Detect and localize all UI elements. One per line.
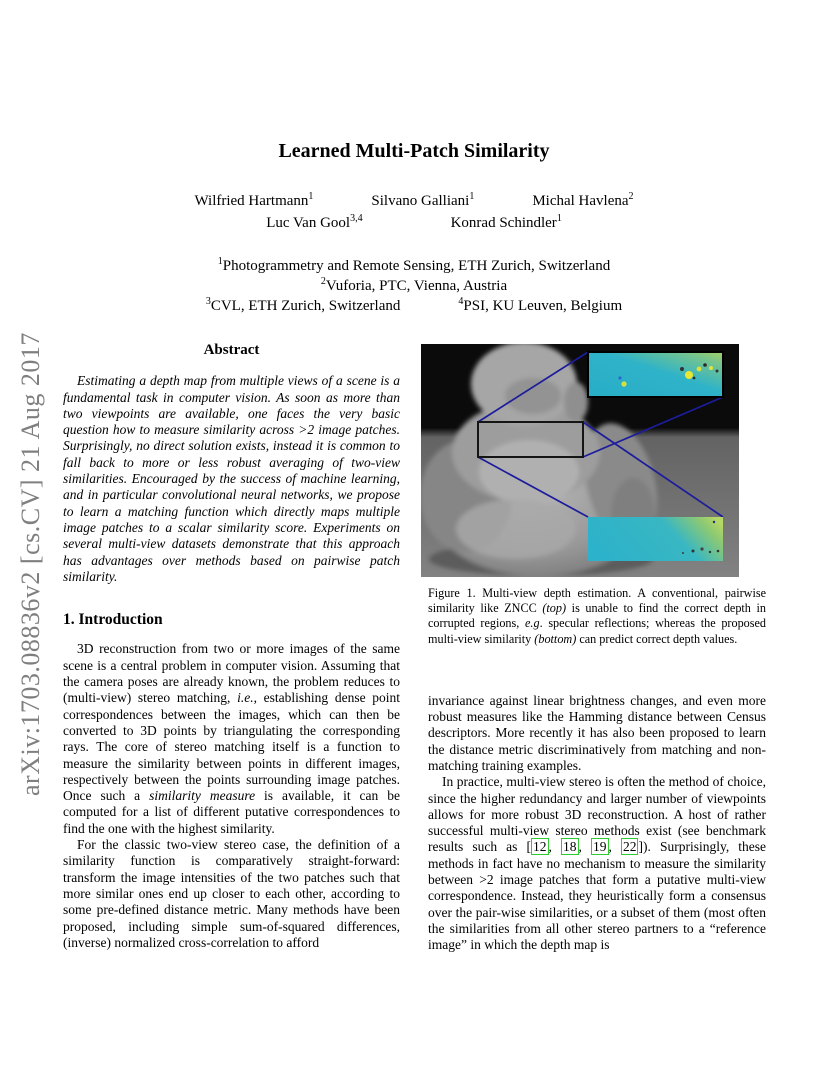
author-row-2 xyxy=(0,215,828,232)
left-column xyxy=(63,342,400,951)
intro-paragraph-1: 3D reconstruction from two or more images of the same scene is a central problem in computer vision. Assuming that the camera poses are already known, the problem reduces to (multi-view) stereo matching, i.e., establishing dense point correspondences between the images, which can then be converted to 3D points by triangulating the corresponding rays. The core of stereo matching itself is a function to measure the similarity between points in different images, respectively between the points surrounding image patches. Once such a similarity measure is available, it can be computed for a list of different putative correspondences to find the one with the highest similarity. xyxy=(63,641,400,836)
abstract-heading: Abstract xyxy=(203,342,260,358)
abstract-text: Estimating a depth map from multiple views of a scene is a fundamental task in computer vision. As soon as more than two viewpoints are available, one faces the very basic question how to measure similarity across >2 image patches. Surprisingly, no direct solution exists, instead it is common to fall back to more or less robust averaging of two-view similarities. Encouraged by the success of machine learning, and in particular convolutional neural networks, we propose to learn a matching function which directly maps multiple image patches to a scalar similarity score. Experiments on several multi-view datasets demonstrate that this approach has advantages over methods based on pairwise patch similarity. xyxy=(63,373,400,584)
citation-link-18[interactable]: 18 xyxy=(563,839,577,855)
author-affil-sup: 2 xyxy=(628,191,634,202)
citation-link-12[interactable]: 12 xyxy=(533,839,547,855)
depthmap-inset-top xyxy=(588,352,723,397)
right-paragraph-2: In practice, multi-view stereo is often the method of choice, since the higher redundancy and larger number of viewpoints allows for more robust 3D reconstruction. A host of rather successful multi-view stereo methods exist (see benchmark results such as [ 12 , 18 , 19 , 22 ]). Surprisingly, these methods in fact have no mechanism to measure the similarity between >2 image patches that form a putative multi-view correspondence. Instead, they heuristically form a consensus over the pair-wise similarities, or a subset of them (most often the similarities from all other stereo partners to a “reference image” in which the depth map is xyxy=(428,774,767,953)
paper-header xyxy=(0,140,828,316)
affiliation-line: $^2$Vuforia, PTC, Vienna, Austria xyxy=(320,276,508,294)
author-name: Wilfried Hartmann$^1$ xyxy=(194,191,314,209)
affiliation-part: $^4$PSI, KU Leuven, Belgium xyxy=(458,296,623,314)
right-paragraph-1: invariance against linear brightness changes, and even more robust measures like the Hamming distance between Census descriptors. More recently it has also been proposed to learn the distance metric discriminatively from matching and non-matching training examples. xyxy=(428,692,766,773)
depthmap-inset-bottom xyxy=(588,517,723,561)
affiliation-line: $^1$Photogrammetry and Remote Sensing, ETH Zurich, Switzerland xyxy=(217,256,611,274)
author-name: Konrad Schindler$^1$ xyxy=(450,213,562,231)
figure-1-caption: Figure 1. Multi-view depth estimation. A conventional, pairwise similarity like ZNCC (top) is unable to find the correct depth in corrupted regions, e.g. specular reflections; whereas the proposed multi-view similarity (bottom) can predict correct depth values. xyxy=(428,586,767,646)
citation-link-22[interactable]: 22 xyxy=(622,839,637,855)
author-name: Michal Havlena$^2$ xyxy=(532,191,634,209)
citation-link-19[interactable]: 19 xyxy=(593,839,607,855)
affiliations xyxy=(0,256,828,316)
author-name: Luc Van Gool$^{3,4}$ xyxy=(266,213,363,231)
author-affil-sup: 1 xyxy=(308,191,314,202)
affiliation-part: $^3$CVL, ETH Zurich, Switzerland xyxy=(205,296,401,314)
right-column xyxy=(428,344,766,954)
section-heading-introduction: 1. Introduction xyxy=(63,611,163,629)
author-row-1 xyxy=(0,193,828,210)
intro-paragraph-2: For the classic two-view stereo case, the definition of a similarity function is comparatively straight-forward: transform the image intensities of the two patches such that more similar ones end up closer to each other, according to some pre-defined distance metric. Many methods have been proposed, including simple sum-of-squared differences, (inverse) normalized cross-correlation to afford xyxy=(63,837,400,950)
author-affil-sup: 1 xyxy=(556,213,562,224)
paper-title: Learned Multi-Patch Similarity xyxy=(278,140,550,162)
buddha-depth-figure-image xyxy=(421,344,739,577)
author-affil-sup: 3,4 xyxy=(350,213,363,224)
author-affil-sup: 1 xyxy=(469,191,475,202)
affiliation-line xyxy=(0,296,828,316)
figure-1 xyxy=(428,344,766,647)
author-name: Silvano Galliani$^1$ xyxy=(371,191,475,209)
arxiv-watermark: arXiv:1703.08836v2 [cs.CV] 21 Aug 2017 xyxy=(16,332,45,796)
